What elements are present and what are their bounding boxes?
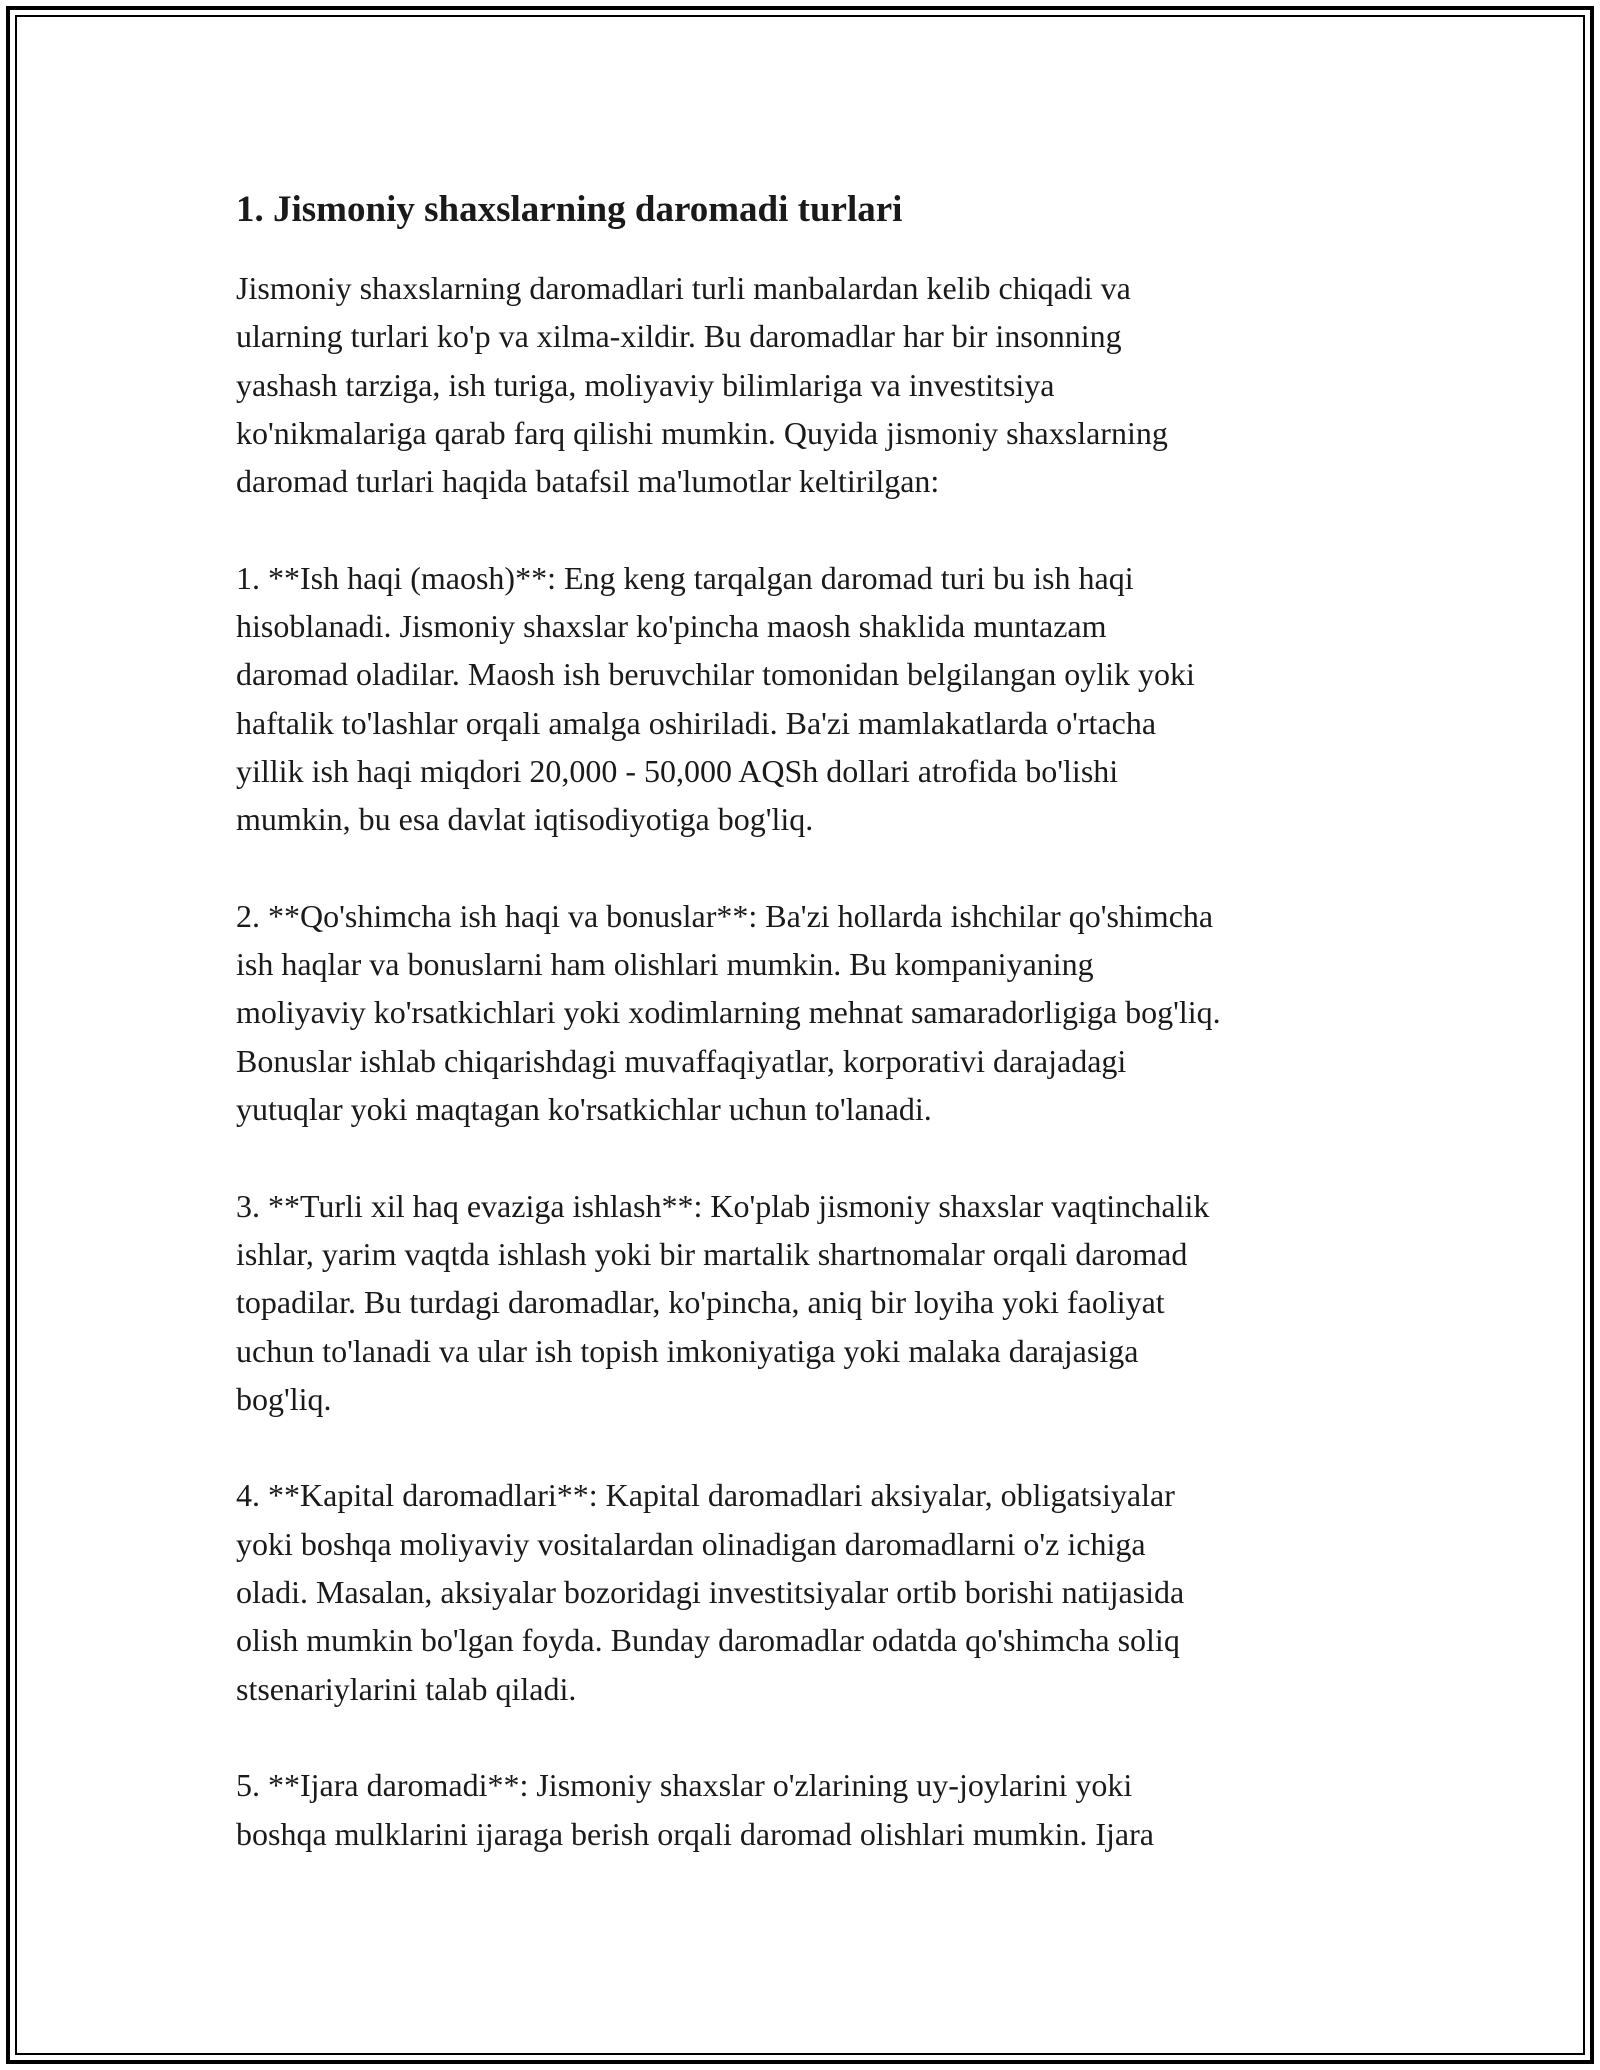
text-line: yashash tarziga, ish turiga, moliyaviy bilimlariga va investitsiya (236, 366, 1055, 403)
text-line: yoki boshqa moliyaviy vositalardan olinadigan daromadlarni o'z ichiga (236, 1525, 1146, 1562)
text-line: uchun to'lanadi va ular ish topish imkoniyatiga yoki malaka darajasiga (236, 1332, 1139, 1369)
text-line: daromad oladilar. Maosh ish beruvchilar tomonidan belgilangan oylik yoki (236, 656, 1195, 693)
text-line: daromad turlari haqida batafsil ma'lumotlar keltirilgan: (236, 463, 940, 500)
text-line: stsenariylarini talab qiladi. (236, 1670, 577, 1707)
list-item-capital-income (236, 1471, 1376, 1712)
text-line: 5. **Ijara daromadi**: Jismoniy shaxslar o'zlarining uy-joylarini yoki (236, 1767, 1133, 1804)
text-line: moliyaviy ko'rsatkichlari yoki xodimlarning mehnat samaradorligiga bog'liq. (236, 994, 1221, 1031)
text-line: 4. **Kapital daromadlari**: Kapital daromadlari aksiyalar, obligatsiyalar (236, 1477, 1175, 1514)
section-heading: 1. Jismoniy shaxslarning daromadi turlari (236, 189, 903, 230)
text-line: yutuqlar yoki maqtagan ko'rsatkichlar uchun to'lanadi. (236, 1091, 932, 1128)
text-line: 1. **Ish haqi (maosh)**: Eng keng tarqalgan daromad turi bu ish haqi (236, 559, 1134, 596)
text-line: ishlar, yarim vaqtda ishlash yoki bir martalik shartnomalar orqali daromad (236, 1235, 1188, 1272)
text-line: haftalik to'lashlar orqali amalga oshiriladi. Ba'zi mamlakatlarda o'rtacha (236, 704, 1157, 741)
text-line: ularning turlari ko'p va xilma-xildir. Bu daromadlar har bir insonning (236, 318, 1122, 355)
text-line: ko'nikmalariga qarab farq qilishi mumkin. Quyida jismoniy shaxslarning (236, 414, 1168, 451)
text-line: oladi. Masalan, aksiyalar bozoridagi investitsiyalar ortib borishi natijasida (236, 1574, 1185, 1611)
text-line: hisoblanadi. Jismoniy shaxslar ko'pincha maosh shaklida muntazam (236, 608, 1107, 645)
text-line: Bonuslar ishlab chiqarishdagi muvaffaqiyatlar, korporativi darajadagi (236, 1042, 1127, 1079)
text-line: boshqa mulklarini ijaraga berish orqali daromad olishlari mumkin. Ijara (236, 1815, 1154, 1852)
text-line: mumkin, bu esa davlat iqtisodiyotiga bog'liq. (236, 801, 814, 838)
text-line: olish mumkin bo'lgan foyda. Bunday daromadlar odatda qo'shimcha soliq (236, 1622, 1180, 1659)
intro-paragraph (236, 264, 1376, 505)
text-line: 2. **Qo'shimcha ish haqi va bonuslar**: Ba'zi hollarda ishchilar qo'shimcha (236, 897, 1214, 934)
document-body (236, 186, 1376, 1906)
text-line: topadilar. Bu turdagi daromadlar, ko'pincha, aniq bir loyiha yoki faoliyat (236, 1284, 1165, 1321)
list-item-bonuses (236, 892, 1376, 1133)
list-item-salary (236, 554, 1376, 844)
text-line: yillik ish haqi miqdori 20,000 - 50,000 AQSh dollari atrofida bo'lishi (236, 752, 1119, 789)
list-item-freelance (236, 1182, 1376, 1423)
text-line: ish haqlar va bonuslarni ham olishlari mumkin. Bu kompaniyaning (236, 946, 1094, 983)
text-line: bog'liq. (236, 1380, 332, 1417)
text-line: Jismoniy shaxslarning daromadlari turli manbalardan kelib chiqadi va (236, 270, 1131, 306)
text-line: 3. **Turli xil haq evaziga ishlash**: Ko'plab jismoniy shaxslar vaqtinchalik (236, 1187, 1210, 1224)
list-item-rental-income (236, 1761, 1376, 1858)
